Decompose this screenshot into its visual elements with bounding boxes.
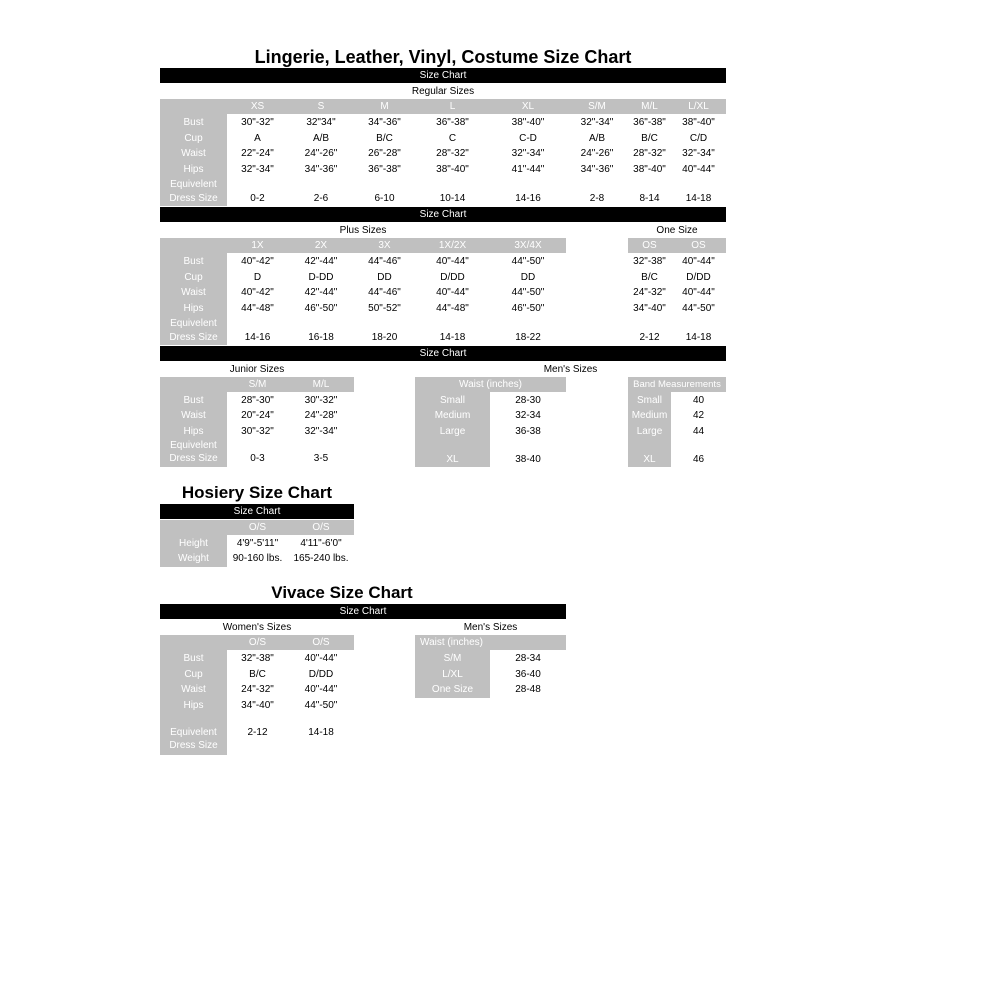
junior-cell: 24"-28": [304, 410, 338, 421]
plus-row-label-2: Waist: [181, 287, 206, 298]
plus-cell: 40"-42": [241, 256, 274, 267]
plus-cell: 40"-44": [436, 287, 469, 298]
regular-cell: 32"-34": [511, 148, 545, 159]
vivace-cell: 44"-50": [304, 700, 338, 711]
regular-cell: 38"-40": [436, 164, 469, 175]
plus-cell: 44"-46": [368, 287, 401, 298]
one-size-caption: One Size: [656, 225, 698, 236]
mens-band-header: Band Measurements: [628, 377, 726, 392]
regular-header-3: L: [449, 101, 456, 112]
mens-waist-cell: 28-30: [515, 395, 541, 406]
plus-cell: D/DD: [440, 272, 465, 283]
mens-band-cell: 46: [692, 454, 705, 465]
regular-cell: B/C: [641, 133, 658, 144]
regular-cell: 28"-32": [436, 148, 469, 159]
size-chart-bar-1: Size Chart: [160, 68, 726, 83]
size-chart-bar-2: Size Chart: [160, 207, 726, 222]
hosiery-header-1: O/S: [312, 522, 330, 533]
plus-equiv-label-1: Equivelent: [170, 318, 217, 329]
vivace-header-0: O/S: [248, 637, 267, 648]
plus-header-2: 3X: [378, 240, 391, 251]
plus-cell: D: [253, 272, 262, 283]
regular-cell: 14-16: [515, 193, 541, 204]
plus-equiv-label-2: Dress Size: [169, 332, 218, 343]
mens-waist-cell: 36-38: [515, 426, 541, 437]
onesize-cell: 24"-32": [633, 287, 666, 298]
hosiery-cell: 165-240 lbs.: [293, 553, 349, 564]
mens-sizes-caption: Men's Sizes: [543, 364, 598, 375]
junior-header-0: S/M: [248, 379, 267, 390]
mens-band-cell: 42: [692, 410, 705, 421]
regular-cell: 36"-38": [436, 117, 469, 128]
plus-cell: 14-18: [439, 332, 466, 343]
regular-cell: 28"-32": [633, 148, 666, 159]
vivace-equiv-label-1: Equivelent: [170, 727, 217, 738]
vivace-mens-label-0: S/M: [443, 653, 462, 664]
vivace-cell: 2-12: [247, 727, 268, 738]
hosiery-size-chart-bar: Size Chart: [160, 504, 354, 519]
regular-cell: 34"-36": [304, 164, 338, 175]
regular-cell: C/D: [689, 133, 708, 144]
mens-band-cell: 40: [692, 395, 705, 406]
hosiery-row-label-1: Weight: [178, 553, 209, 564]
onesize-cell: 34"-40": [633, 303, 666, 314]
hosiery-cell: 90-160 lbs.: [232, 553, 283, 564]
vivace-row-label-0: Bust: [183, 653, 204, 664]
mens-band-label-2: Large: [636, 426, 663, 437]
regular-cell: 32"-34": [241, 164, 274, 175]
junior-row-label-0: Bust: [183, 395, 204, 406]
junior-cell: 0-3: [250, 453, 265, 464]
mens-label-2: Large: [439, 426, 466, 437]
junior-equiv-label-1: Equivelent: [170, 440, 217, 451]
onesize-header-1: OS: [691, 240, 706, 251]
plus-sizes-caption: Plus Sizes: [339, 225, 387, 236]
junior-cell: 30"-32": [304, 395, 338, 406]
regular-row-label-1: Cup: [184, 133, 203, 144]
vivace-row-label-2: Waist: [181, 684, 206, 695]
vivace-mens-caption: Men's Sizes: [463, 622, 518, 633]
vivace-mens-header: Waist (inches): [415, 635, 566, 650]
regular-cell: 0-2: [250, 193, 265, 204]
vivace-title: Vivace Size Chart: [271, 583, 413, 602]
junior-header-1: M/L: [312, 379, 330, 390]
regular-header-5: S/M: [588, 101, 606, 112]
regular-header-6: M/L: [641, 101, 658, 112]
regular-cell: 10-14: [439, 193, 466, 204]
vivace-cell: 34"-40": [241, 700, 274, 711]
vivace-cell: 40"-44": [304, 653, 338, 664]
hosiery-title: Hosiery Size Chart: [181, 483, 333, 502]
vivace-size-chart-bar: Size Chart: [160, 604, 566, 619]
junior-cell: 28"-30": [241, 395, 274, 406]
plus-cell: 44"-48": [241, 303, 274, 314]
vivace-womens-caption: Women's Sizes: [222, 622, 292, 633]
onesize-cell: D/DD: [686, 272, 711, 283]
hosiery-cell: 4'9"-5'11": [236, 538, 279, 549]
plus-cell: 14-16: [244, 332, 271, 343]
regular-header-4: XL: [521, 101, 535, 112]
plus-cell: 40"-42": [241, 287, 274, 298]
plus-cell: 44"-50": [511, 256, 545, 267]
junior-sizes-caption: Junior Sizes: [229, 364, 285, 375]
regular-cell: 32"34": [306, 117, 336, 128]
mens-waist-header: Waist (inches): [415, 377, 566, 392]
regular-cell: 36"-38": [368, 164, 401, 175]
vivace-row-label-3: Hips: [183, 700, 204, 711]
vivace-mens-cell: 28-34: [515, 653, 541, 664]
vivace-cell: 32"-38": [241, 653, 274, 664]
vivace-header-1: O/S: [312, 637, 330, 648]
regular-header-2: M: [380, 101, 389, 112]
plus-cell: 42"-44": [304, 256, 338, 267]
junior-cell: 32"-34": [304, 426, 338, 437]
mens-band-cell: 44: [692, 426, 705, 437]
regular-cell: 6-10: [374, 193, 395, 204]
vivace-mens-cell: 36-40: [515, 669, 541, 680]
mens-label-1: Medium: [434, 410, 471, 421]
regular-cell: 36"-38": [633, 117, 666, 128]
vivace-cell: 14-18: [308, 727, 334, 738]
regular-cell: 40"-44": [682, 164, 715, 175]
plus-cell: 50"-52": [368, 303, 401, 314]
vivace-cell: 40"-44": [304, 684, 338, 695]
vivace-mens-label-2: One Size: [431, 684, 474, 695]
regular-cell: 38"-40": [633, 164, 666, 175]
onesize-cell: B/C: [641, 272, 658, 283]
junior-cell: 30"-32": [241, 426, 274, 437]
hosiery-header-0: O/S: [248, 522, 267, 533]
mens-band-label-1: Medium: [631, 410, 668, 421]
plus-cell: DD: [520, 272, 536, 283]
vivace-cell: B/C: [249, 669, 266, 680]
regular-sizes-caption: Regular Sizes: [411, 86, 475, 97]
vivace-equiv-label-2: Dress Size: [169, 740, 218, 751]
regular-header-1: S: [317, 101, 325, 112]
main-title: Lingerie, Leather, Vinyl, Costume Size Chart: [254, 47, 632, 67]
hosiery-cell: 4'11"-6'0": [300, 538, 342, 549]
regular-row-label-2: Waist: [181, 148, 206, 159]
junior-cell: 3-5: [313, 453, 329, 464]
regular-cell: 30"-32": [241, 117, 274, 128]
onesize-header-0: OS: [642, 240, 657, 251]
plus-cell: 16-18: [308, 332, 334, 343]
plus-cell: 18-22: [515, 332, 541, 343]
mens-band-label-3: XL: [643, 454, 656, 465]
plus-header-1: 2X: [314, 240, 328, 251]
plus-header-4: 3X/4X: [514, 240, 542, 251]
onesize-cell: 44"-50": [682, 303, 715, 314]
regular-cell: C: [448, 133, 457, 144]
regular-cell: 24"-26": [580, 148, 614, 159]
onesize-cell: 2-12: [639, 332, 660, 343]
regular-cell: 24"-26": [304, 148, 338, 159]
regular-cell: 14-18: [685, 193, 712, 204]
vivace-mens-label-1: L/XL: [442, 669, 463, 680]
vivace-cell: D/DD: [308, 669, 334, 680]
plus-cell: 18-20: [371, 332, 398, 343]
plus-row-label-0: Bust: [183, 256, 204, 267]
plus-cell: 44"-48": [436, 303, 469, 314]
plus-cell: 44"-50": [511, 287, 545, 298]
regular-cell: 32"-34": [682, 148, 715, 159]
regular-cell: 22"-24": [241, 148, 274, 159]
mens-waist-cell: 38-40: [515, 454, 541, 465]
plus-cell: 42"-44": [304, 287, 338, 298]
plus-header-0: 1X: [251, 240, 264, 251]
plus-row-label-1: Cup: [184, 272, 203, 283]
junior-row-label-2: Hips: [183, 426, 204, 437]
junior-cell: 20"-24": [241, 410, 274, 421]
regular-cell: B/C: [376, 133, 393, 144]
regular-cell: 8-14: [639, 193, 660, 204]
vivace-row-label-1: Cup: [184, 669, 203, 680]
plus-cell: D-DD: [308, 272, 334, 283]
regular-cell: A/B: [588, 133, 606, 144]
regular-cell: A: [254, 133, 261, 144]
regular-cell: 32"-34": [580, 117, 614, 128]
mens-label-3: XL: [446, 454, 459, 465]
regular-row-label-3: Hips: [183, 164, 204, 175]
regular-header-7: L/XL: [688, 101, 709, 112]
plus-cell: DD: [377, 272, 392, 283]
regular-cell: 2-6: [313, 193, 329, 204]
onesize-cell: 32"-38": [633, 256, 666, 267]
regular-cell: C-D: [519, 133, 537, 144]
junior-row-label-1: Waist: [181, 410, 206, 421]
regular-cell: 38"-40": [511, 117, 545, 128]
mens-band-label-0: Small: [636, 395, 662, 406]
regular-header-0: XS: [250, 101, 265, 112]
plus-cell: 46"-50": [511, 303, 545, 314]
regular-cell: 34"-36": [580, 164, 614, 175]
regular-cell: 41"-44": [511, 164, 545, 175]
plus-cell: 46"-50": [304, 303, 338, 314]
regular-equiv-label-2: Dress Size: [169, 193, 218, 204]
hosiery-row-label-0: Height: [179, 538, 208, 549]
onesize-cell: 14-18: [685, 332, 712, 343]
onesize-cell: 40"-44": [682, 256, 715, 267]
mens-waist-cell: 32-34: [515, 410, 541, 421]
vivace-mens-cell: 28-48: [515, 684, 541, 695]
regular-cell: A/B: [312, 133, 330, 144]
plus-cell: 44"-46": [368, 256, 401, 267]
regular-cell: 2-8: [589, 193, 605, 204]
regular-cell: 38"-40": [682, 117, 715, 128]
regular-row-label-0: Bust: [183, 117, 204, 128]
regular-cell: 26"-28": [368, 148, 401, 159]
size-chart-bar-3: Size Chart: [160, 346, 726, 361]
plus-header-3: 1X/2X: [438, 240, 467, 251]
mens-label-0: Small: [439, 395, 465, 406]
plus-row-label-3: Hips: [183, 303, 204, 314]
onesize-cell: 40"-44": [682, 287, 715, 298]
regular-equiv-label-1: Equivelent: [170, 179, 217, 190]
regular-cell: 34"-36": [368, 117, 401, 128]
vivace-cell: 24"-32": [241, 684, 274, 695]
junior-equiv-label-2: Dress Size: [169, 453, 218, 464]
plus-cell: 40"-44": [436, 256, 469, 267]
